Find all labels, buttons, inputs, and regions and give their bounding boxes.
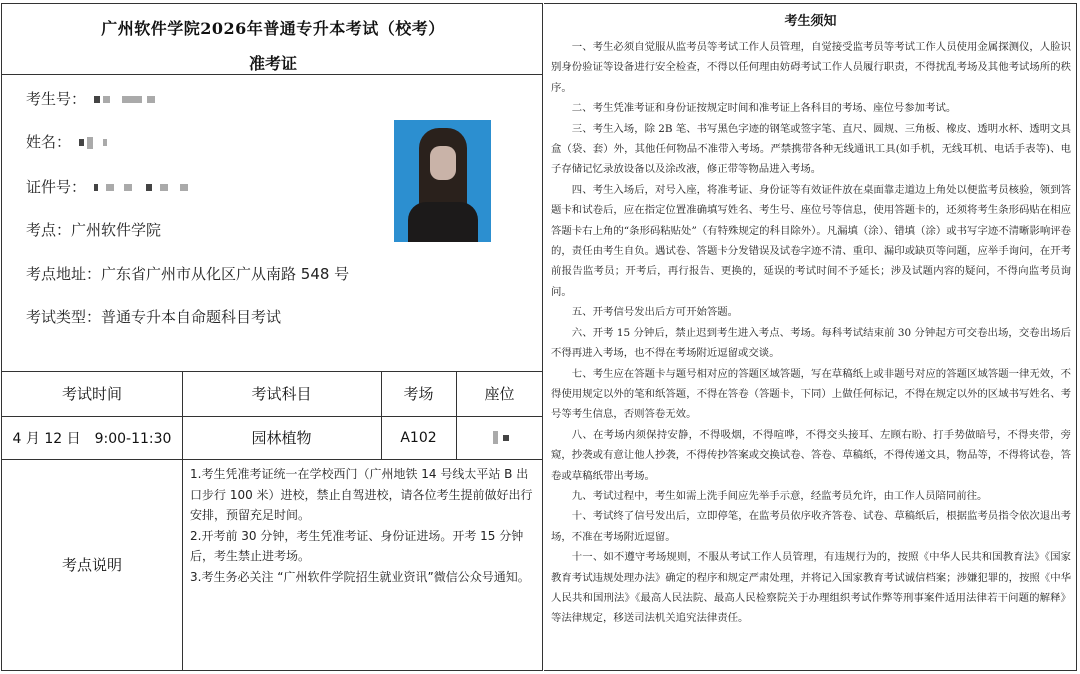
id-number-label: 证件号： bbox=[26, 178, 87, 196]
admission-ticket-panel bbox=[1, 3, 543, 671]
rule-item: 十、考试终了信号发出后，立即停笔，在监考员依序收齐答卷、试卷、草稿纸后，根据监考员指令依次退出考场，不准在考场附近逗留。 bbox=[551, 510, 1071, 543]
rule-item: 十一、如不遵守考场规则，不服从考试工作人员管理，有违规行为的，按照《中华人民共和国教育法》《国家教育考试违规处理办法》确定的程序和规定严肃处理，并将记入国家教育考试诚信档案；涉嫌犯罪的，按照《中华人民共和国刑法》《最高人民法院、最高人民检察院关于办理组织考试作弊等刑事案件适用法律若干问题的解释》等法律规定，移送司法机关追究法律责任。 bbox=[551, 551, 1071, 625]
site-address-label: 考点地址： bbox=[26, 265, 102, 283]
exam-number-redacted bbox=[91, 90, 155, 108]
rules-list bbox=[551, 37, 1071, 629]
divider bbox=[2, 74, 543, 75]
id-number-field bbox=[26, 176, 188, 197]
rule-item: 六、开考 15 分钟后，禁止迟到考生进入考点、考场。每科考试结束前 30 分钟起方可交卷出场，交卷出场后不得再进入考场，也不得在考场附近逗留或交谈。 bbox=[551, 326, 1071, 360]
exam-type-value: 普通专升本自命题科目考试 bbox=[101, 308, 282, 326]
site-address-value: 广东省广州市从化区广从南路 548 号 bbox=[101, 265, 350, 283]
header-seat: 座位 bbox=[484, 385, 515, 403]
ticket-title: 广州软件学院2026年普通专升本考试（校考） bbox=[101, 19, 445, 38]
exam-room-value: A102 bbox=[400, 429, 437, 446]
ticket-subtitle: 准考证 bbox=[248, 54, 297, 73]
header-exam-subject: 考试科目 bbox=[251, 385, 312, 403]
site-notes bbox=[190, 464, 540, 587]
rule-item: 八、在考场内须保持安静，不得吸烟，不得喧哗，不得交头接耳、左顾右盼、打手势做暗号，不得夹带，旁窥，抄袭或有意让他人抄袭，不得传抄答案或交换试卷、答卷、草稿纸，不得传递文具，物品等，不得将试卷，答卷或草稿纸带出考场。 bbox=[551, 428, 1071, 482]
name-label: 姓名： bbox=[26, 133, 72, 151]
rules-title: 考生须知 bbox=[784, 14, 837, 29]
site-note-item: 2.开考前 30 分钟，考生凭准考证、身份证进场。开考 15 分钟后，考生禁止进考场。 bbox=[190, 528, 524, 563]
rule-item: 七、考生应在答题卡与题号相对应的答题区域答题，写在草稿纸上或非题号对应的答题区域答题一律无效，不得使用规定以外的笔和纸答题，不得在答卷（答题卡，下同）上做任何标记，不得在规定以外的区域书写姓名、考号等考生信息，否则答卷无效。 bbox=[551, 367, 1071, 421]
site-address-field bbox=[26, 263, 349, 284]
exam-subject-value: 园林植物 bbox=[251, 429, 312, 447]
exam-number-field bbox=[26, 88, 155, 109]
site-note-item: 1.考生凭准考证统一在学校西门（广州地铁 14 号线太平站 B 出口步行 100 米）进校，禁止自驾进校，请各位考生提前做好出行安排，预留充足时间。 bbox=[190, 467, 533, 522]
candidate-rules-panel bbox=[544, 3, 1077, 671]
site-notes-label: 考点说明 bbox=[61, 555, 122, 574]
exam-site-value: 广州软件学院 bbox=[71, 221, 162, 239]
exam-site-field bbox=[26, 219, 161, 240]
name-field bbox=[26, 131, 107, 152]
name-redacted bbox=[76, 133, 107, 151]
candidate-photo bbox=[394, 120, 491, 242]
header-exam-time: 考试时间 bbox=[61, 385, 122, 403]
rule-item: 二、考生凭准考证和身份证按规定时间和准考证上各科目的考场、座位号参加考试。 bbox=[571, 102, 957, 115]
exam-site-label: 考点： bbox=[26, 221, 72, 239]
header-exam-room: 考场 bbox=[403, 385, 434, 403]
exam-type-field bbox=[26, 306, 281, 327]
rule-item: 一、考生必须自觉服从监考员等考试工作人员管理，自觉接受监考员等考试工作人员使用金属探测仪，人脸识别身份验证等设备进行安全检查，不得以任何理由妨碍考试工作人员履行职责，不得扰乱考场及其他考试场所的秩序。 bbox=[551, 41, 1071, 94]
exam-time-value: 4 月 12 日 9:00-11:30 bbox=[12, 430, 172, 447]
seat-redacted bbox=[456, 416, 543, 459]
exam-number-label: 考生号： bbox=[26, 90, 87, 108]
id-number-redacted bbox=[91, 178, 188, 196]
rule-item: 五、开考信号发出后方可开始答题。 bbox=[571, 306, 739, 319]
rule-item: 九、考试过程中，考生如需上洗手间应先举手示意，经监考员允许，由工作人员陪同前往。 bbox=[571, 489, 988, 502]
rule-item: 三、考生入场，除 2B 笔、书写黑色字迹的钢笔或签字笔、直尺、圆规、三角板、橡皮、透明水杯、透明文具盒（袋、套）外，其他任何物品不准带入考场。严禁携带各种无线通讯工具(如手机，无线耳机、电话手表等)、电子存储记忆录放设备以及涂改液，修正带等物品进入考场。 bbox=[551, 122, 1071, 176]
rule-item: 四、考生入场后，对号入座，将准考证、身份证等有效证件放在桌面靠走道边上角处以便监考员核验，领到答题卡和试卷后，应在指定位置准确填写姓名、考生号、座位号等信息，使用答题卡的，还须将考生条形码贴在相应答题卡右上角的“条形码粘贴处”（有特殊规定的科目除外）。凡漏填（涂）、错填（涂）或书写字迹不清晰影响评卷的，责任由考生自负。遇试卷、答题卡分发错误及试卷字迹不清、重印、漏印或缺页等问题，应举手询问，在开考前报告监考员；开考后，再行报告、更换的，延误的考试时间不予延长；涉及试题内容的疑问，不得向监考员询问。 bbox=[551, 183, 1071, 298]
site-note-item: 3.考生务必关注 “广州软件学院招生就业资讯”微信公众号通知。 bbox=[190, 569, 530, 584]
exam-type-label: 考试类型： bbox=[26, 308, 102, 326]
